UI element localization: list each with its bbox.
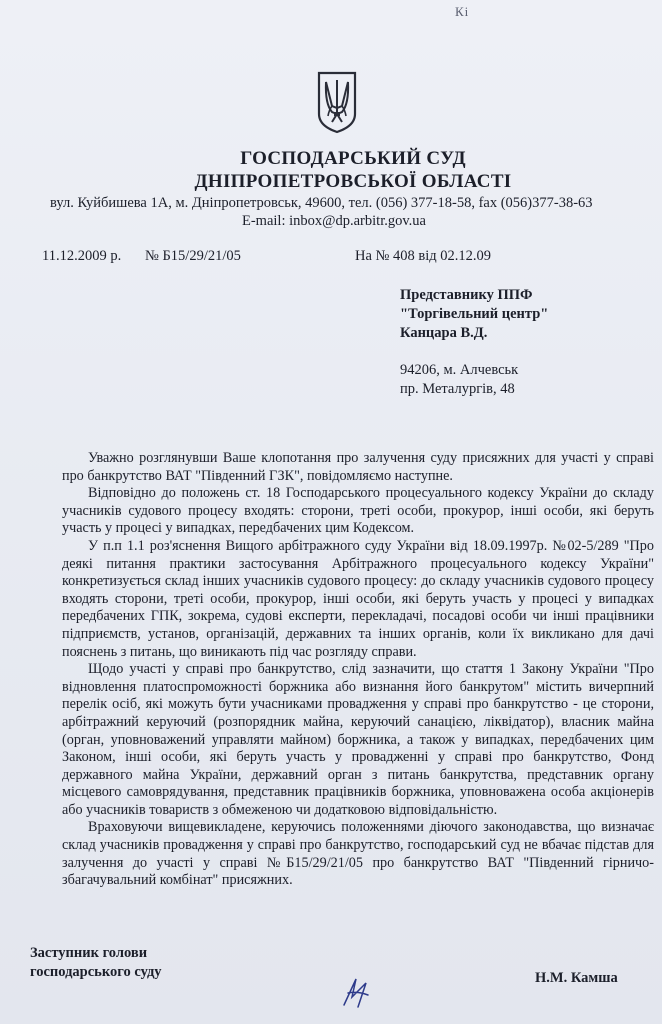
court-email: E-mail: inbox@dp.arbitr.gov.ua xyxy=(242,213,426,229)
signer-title-line-2: господарського суду xyxy=(30,964,162,980)
trident-emblem-icon xyxy=(316,70,358,134)
signer-name: Н.М. Камша xyxy=(535,970,618,986)
recipient-city: 94206, м. Алчевськ xyxy=(400,362,519,378)
letter-number: № Б15/29/21/05 xyxy=(145,248,241,264)
court-name-line-2: ДНІПРОПЕТРОВСЬКОЇ ОБЛАСТІ xyxy=(194,171,512,192)
reply-reference: На № 408 від 02.12.09 xyxy=(355,248,491,264)
signer-title-line-1: Заступник голови xyxy=(30,945,148,961)
recipient-street: пр. Металургів, 48 xyxy=(400,381,515,397)
handwritten-signature xyxy=(338,975,372,1011)
recipient-line-2: "Торгівельний центр" xyxy=(400,306,549,322)
corner-mark: Кі xyxy=(455,4,470,19)
body-paragraph-3: У п.п 1.1 роз'яснення Вищого арбітражного суду України від 18.09.1997р. №02-5/289 "Про деякі питання практики застосування Арбітражного процесуального кодексу України" конкретизується склад інших учасників судового процесу: до складу учасників судового процесу входять сторони, треті особи, прокурор, інші особи, які беруть участь у процесі у випадках передбачених ГПК, зокрема, судові експерти, перекладачі, посадові особи чи інші працівники підприємств, установ, організацій, державних та інших органів, коли їх викликано для дачі пояснень з питань, що виникають під час розгляду справи. xyxy=(62,537,654,660)
letter-date: 11.12.2009 р. xyxy=(42,248,122,264)
body-paragraph-1: Уважно розглянувши Ваше клопотання про залучення суду присяжних для участі у справі про банкрутство ВАТ "Південний ГЗК", повідомляємо наступне. xyxy=(62,450,654,484)
letter-body xyxy=(62,450,654,890)
recipient-line-1: Представнику ППФ xyxy=(400,287,533,303)
body-paragraph-2: Відповідно до положень ст. 18 Господарського процесуального кодексу України до складу учасників судового процесу входять: сторони, треті особи, прокурор, інші особи, які беруть участь у процесі у випадках, передбачених цим Кодексом. xyxy=(62,485,654,537)
court-name-line-1: ГОСПОДАРСЬКИЙ СУД xyxy=(240,148,466,169)
body-paragraph-4: Щодо участі у справі про банкрутство, слід зазначити, що стаття 1 Закону України "Про відновлення платоспроможності боржника або визнання його банкрутом" містить вичерпний перелік осіб, які можуть бути учасниками провадження у справі про банкрутство - це сторони, арбітражний керуючий (розпорядник майна, керуючий санацією, ліквідатор), власник майна (орган, уповноважений управляти майном) боржника, а також у випадках, передбачених цим Законом, інші особи, які беруть участь у провадженні у справі про банкрутство, Фонд державного майна України, державний орган з питань банкрутства, представник органу місцевого самоврядування, представник працівників боржника, уповноважена особа акціонерів або учасників товариств з обмеженою чи додатковою відповідальністю. xyxy=(62,661,654,818)
body-paragraph-5: Враховуючи вищевикладене, керуючись положеннями діючого законодавства, що визначає склад учасників провадження у справі про банкрутство, господарський суд не вбачає підстав для залучення до участі у справі №Б15/29/21/05 про банкрутство ВАТ "Південний гірничо-збагачувальний комбінат" присяжних. xyxy=(62,819,654,889)
court-address: вул. Куйбишева 1А, м. Дніпропетровськ, 49600, тел. (056) 377-18-58, fax (056)377-38-63 xyxy=(50,195,593,211)
recipient-name: Канцара В.Д. xyxy=(400,325,488,341)
